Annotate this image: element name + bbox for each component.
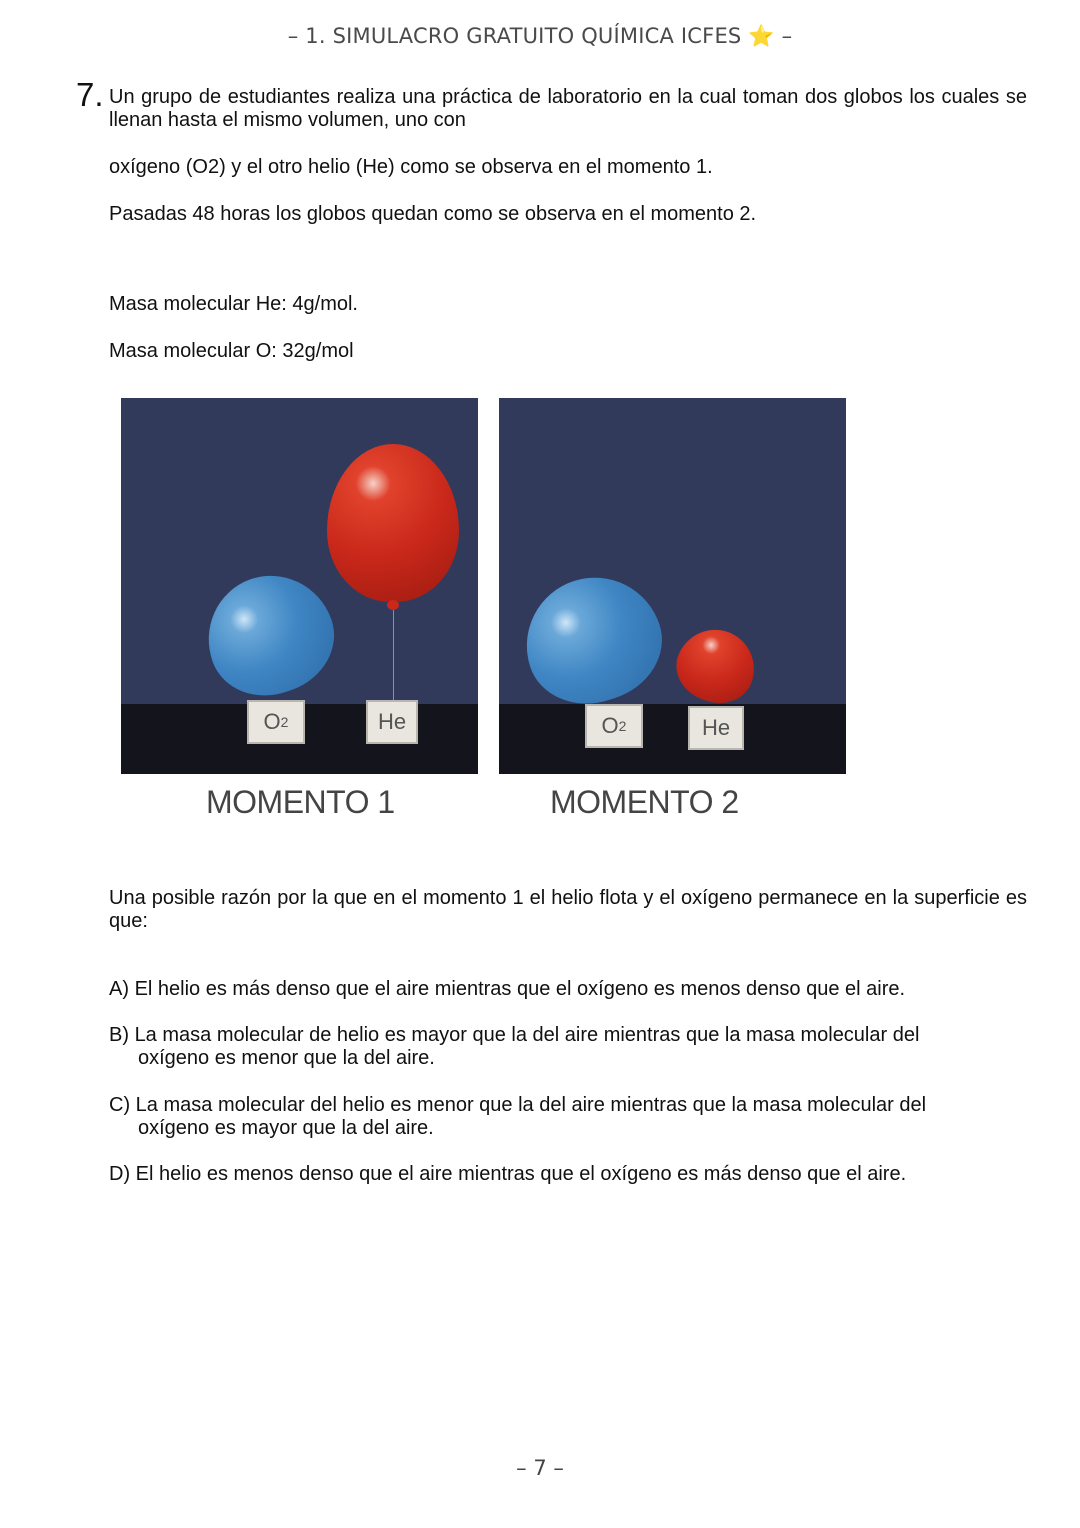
helium-balloon xyxy=(327,444,459,602)
label-he: He xyxy=(688,706,744,750)
page-header xyxy=(0,24,1080,49)
option-d[interactable]: D) El helio es menos denso que el aire mientras que el oxígeno es más denso que el aire. xyxy=(109,1163,907,1185)
question-intro-3: Pasadas 48 horas los globos quedan como se observa en el momento 2. xyxy=(109,203,757,225)
question-prompt: Una posible razón por la que en el momento 1 el helio flota y el oxígeno permanece en la superficie es que: xyxy=(109,887,1027,932)
balloon-string xyxy=(393,610,394,706)
header-title: – 1. SIMULACRO GRATUITO QUÍMICA ICFES xyxy=(287,24,742,48)
figure-momento-1 xyxy=(121,398,478,774)
question-intro: Un grupo de estudiantes realiza una práctica de laboratorio en la cual toman dos globos los cuales se llenan hasta el mismo volumen, uno con xyxy=(109,86,1027,131)
header-suffix: – xyxy=(781,24,793,48)
star-icon: ⭐ xyxy=(748,24,775,48)
label-o2: O 2 xyxy=(585,704,643,748)
option-b[interactable]: B) La masa molecular de helio es mayor que la del aire mientras que la masa molecular del oxígeno es menor que la del aire. xyxy=(109,1024,920,1069)
floor xyxy=(499,704,846,774)
balloon-knot xyxy=(387,600,399,610)
question-number: 7. xyxy=(76,76,104,113)
oxygen-balloon xyxy=(191,558,350,712)
option-a[interactable]: A) El helio es más denso que el aire mientras que el oxígeno es menos denso que el aire. xyxy=(109,978,906,1000)
mass-o: Masa molecular O: 32g/mol xyxy=(109,340,354,362)
page-number: – 7 – xyxy=(516,1456,564,1480)
caption-momento-1: MOMENTO 1 xyxy=(206,784,395,820)
figure-momento-2 xyxy=(499,398,846,774)
caption-momento-2: MOMENTO 2 xyxy=(550,784,739,820)
label-he: He xyxy=(366,700,418,744)
helium-balloon-deflated xyxy=(667,619,765,713)
question-intro-2: oxígeno (O2) y el otro helio (He) como se observa en el momento 1. xyxy=(109,156,713,178)
option-c[interactable]: C) La masa molecular del helio es menor que la del aire mientras que la masa molecular del oxígeno es mayor que la del aire. xyxy=(109,1094,927,1139)
label-o2: O 2 xyxy=(247,700,305,744)
mass-he: Masa molecular He: 4g/mol. xyxy=(109,293,358,315)
oxygen-balloon xyxy=(509,560,677,720)
